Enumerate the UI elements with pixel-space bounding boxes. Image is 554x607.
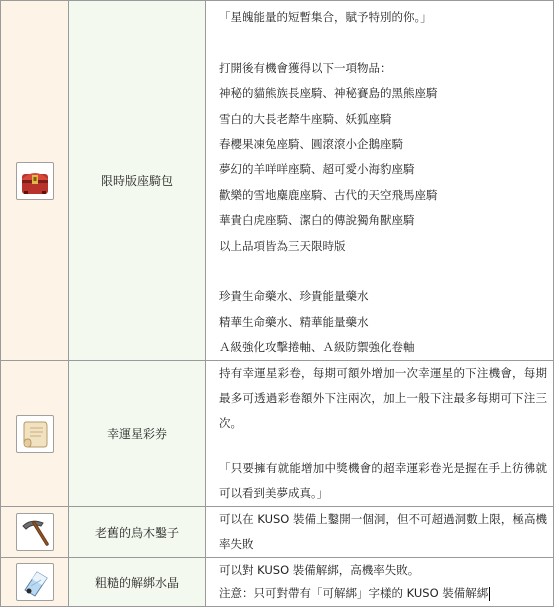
item-description <box>206 558 554 607</box>
desc-line: 珍貴生命藥水、珍貴能量藥水 <box>219 289 369 304</box>
icon-cell <box>1 558 69 607</box>
item-name: 幸運星彩券 <box>69 361 206 507</box>
desc-line: 雪白的大長老犛牛座騎、妖狐座騎 <box>219 111 392 126</box>
desc-line: 可以對 KUSO 裝備解綁，高機率失敗。 <box>219 563 420 578</box>
item-name: 限時版座騎包 <box>69 1 206 361</box>
item-description <box>206 1 554 361</box>
crystal-icon <box>16 563 54 601</box>
desc-paragraph: 「只要擁有就能增加中獎機會的超幸運彩卷光是握在手上彷彿就可以看到美夢成真。」 <box>219 461 547 501</box>
pickaxe-icon <box>16 513 54 551</box>
treasure-chest-icon <box>16 162 54 200</box>
item-description <box>206 361 554 507</box>
scroll-icon <box>16 415 54 453</box>
table-row <box>1 558 554 607</box>
icon-cell <box>1 361 69 507</box>
table-row <box>1 507 554 558</box>
desc-paragraph: 持有幸運星彩卷，每期可額外增加一次幸運星的下注機會，每期最多可透過彩卷額外下注兩次，加上一般下注最多每期可下注三次。 <box>219 366 547 431</box>
icon-cell <box>1 1 69 361</box>
text-cursor <box>489 587 490 601</box>
item-name: 老舊的烏木鑿子 <box>69 507 206 558</box>
desc-line: Ａ級強化攻擊捲軸、Ａ級防禦強化卷軸 <box>219 340 415 355</box>
desc-line <box>219 582 547 605</box>
desc-paragraph: 可以在 KUSO 裝備上鑿開一個洞，但不可超過洞數上限，極高機率失敗 <box>219 512 547 552</box>
table-row <box>1 361 554 507</box>
desc-line: 「星魄能量的短暫集合，賦予特別的你。」 <box>219 10 432 24</box>
item-description <box>206 507 554 558</box>
desc-line: 打開後有機會獲得以下一項物品： <box>219 60 392 75</box>
desc-line: 春櫻果凍兔座騎、圓滾滾小企鵝座騎 <box>219 136 403 151</box>
item-name: 粗糙的解綁水晶 <box>69 558 206 607</box>
icon-cell <box>1 507 69 558</box>
table-row <box>1 1 554 361</box>
desc-line: 華貴白虎座騎、潔白的傳說獨角獸座騎 <box>219 213 415 228</box>
desc-line: 夢幻的羊咩咩座騎、超可愛小海豹座騎 <box>219 162 415 177</box>
desc-line: 神秘的貓熊族長座騎、神秘賽島的黑熊座騎 <box>219 86 438 101</box>
desc-line: 精華生命藥水、精華能量藥水 <box>219 314 369 329</box>
desc-line: 歡樂的雪地麋鹿座騎、古代的天空飛馬座騎 <box>219 187 438 202</box>
desc-line-text: 注意：只可對帶有「可解綁」字樣的 KUSO 裝備解綁 <box>219 586 489 601</box>
desc-line: 以上品項皆為三天限時版 <box>219 238 346 253</box>
